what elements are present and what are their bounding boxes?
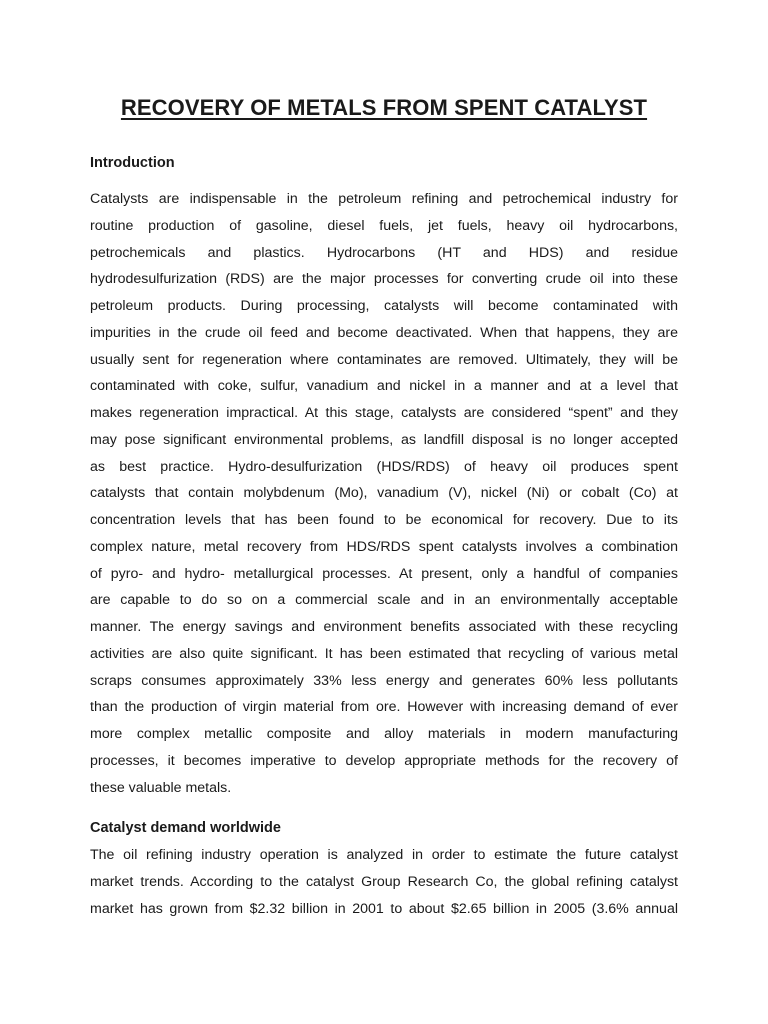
paragraph-line: contaminated with coke, sulfur, vanadium and nickel in a manner and at a level that bbox=[90, 378, 678, 395]
paragraph-line: petroleum products. During processing, catalysts will become contaminated with bbox=[90, 298, 678, 314]
paragraph-line: Catalysts are indispensable in the petroleum refining and petrochemical industry for bbox=[90, 191, 678, 207]
document-title: RECOVERY OF METALS FROM SPENT CATALYST bbox=[120, 95, 648, 120]
paragraph-line: scraps consumes approximately 33% less energy and generates 60% less pollutants bbox=[90, 672, 678, 689]
paragraph-line: more complex metallic composite and alloy materials in modern manufacturing bbox=[90, 726, 678, 742]
paragraph-line: manner. The energy savings and environment benefits associated with these recycling bbox=[90, 619, 678, 635]
paragraph-line: market trends. According to the catalyst Group Research Co, the global refining catalyst bbox=[90, 873, 678, 890]
paragraph-line: usually sent for regeneration where contaminates are removed. Ultimately, they will be bbox=[90, 351, 678, 368]
paragraph-line: may pose significant environmental problems, as landfill disposal is no longer accepted bbox=[90, 431, 678, 448]
section-heading-introduction: Introduction bbox=[90, 155, 175, 171]
paragraph-line: hydrodesulfurization (RDS) are the major processes for converting crude oil into these bbox=[90, 271, 678, 288]
paragraph-line: The oil refining industry operation is analyzed in order to estimate the future catalyst bbox=[90, 847, 678, 863]
paragraph-line: processes, it becomes imperative to develop appropriate methods for the recovery of bbox=[90, 752, 678, 769]
catalyst-demand-paragraph bbox=[90, 842, 678, 922]
paragraph-line: catalysts that contain molybdenum (Mo), vanadium (V), nickel (Ni) or cobalt (Co) at bbox=[90, 485, 678, 502]
paragraph-line: of pyro- and hydro- metallurgical processes. At present, only a handful of companies bbox=[90, 565, 678, 582]
section-heading-catalyst-demand: Catalyst demand worldwide bbox=[90, 820, 281, 836]
paragraph-line: concentration levels that has been found to be economical for recovery. Due to its bbox=[90, 512, 678, 528]
paragraph-line: as best practice. Hydro-desulfurization (HDS/RDS) of heavy oil produces spent bbox=[90, 458, 678, 475]
paragraph-line: market has grown from $2.32 billion in 2001 to about $2.65 billion in 2005 (3.6% annual bbox=[90, 900, 678, 917]
paragraph-line: complex nature, metal recovery from HDS/RDS spent catalysts involves a combination bbox=[90, 538, 678, 555]
paragraph-line: these valuable metals. bbox=[90, 779, 232, 796]
paragraph-line: than the production of virgin material from ore. However with increasing demand of ever bbox=[90, 699, 678, 716]
paragraph-line: activities are also quite significant. It has been estimated that recycling of various metal bbox=[90, 645, 678, 662]
paragraph-line: routine production of gasoline, diesel fuels, jet fuels, heavy oil hydrocarbons, bbox=[90, 217, 678, 234]
paragraph-line: are capable to do so on a commercial scale and in an environmentally acceptable bbox=[90, 592, 678, 609]
paragraph-line: makes regeneration impractical. At this stage, catalysts are considered “spent” and they bbox=[90, 405, 678, 421]
paragraph-line: impurities in the crude oil feed and become deactivated. When that happens, they are bbox=[90, 324, 678, 341]
paragraph-line: petrochemicals and plastics. Hydrocarbons (HT and HDS) and residue bbox=[90, 244, 678, 261]
introduction-paragraph bbox=[90, 186, 678, 801]
